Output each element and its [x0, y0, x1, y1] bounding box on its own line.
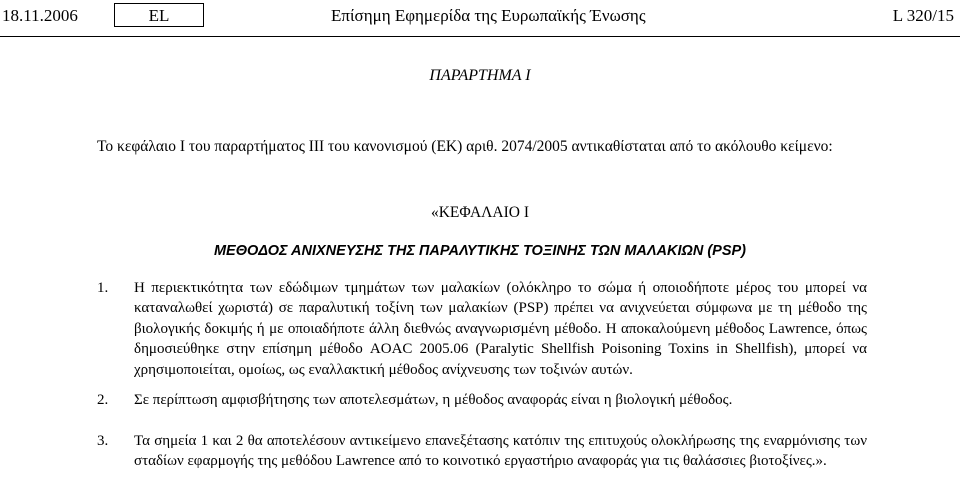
header-divider: [0, 36, 960, 37]
method-title: ΜΕΘΟΔΟΣ ΑΝΙΧΝΕΥΣΗΣ ΤΗΣ ΠΑΡΑΛΥΤΙΚΗΣ ΤΟΞΙΝΗΣ ΤΩΝ ΜΑΛΑΚΙΩΝ (PSP): [213, 243, 747, 259]
header-date: 18.11.2006: [2, 6, 78, 25]
paragraph-number: 3.: [97, 433, 109, 449]
paragraph-2: [97, 390, 867, 410]
intro-text: Το κεφάλαιο I του παραρτήματος III του κανονισμού (ΕΚ) αριθ. 2074/2005 αντικαθίσταται από το ακόλουθο κείμενο:: [97, 138, 833, 155]
paragraph-text: Τα σημεία 1 και 2 θα αποτελέσουν αντικείμενο επανεξέτασης κατόπιν της επιτυχούς ολοκλήρωσης της εναρμόνισης των σταδίων εφαρμογής της μεθόδου Lawrence από το κοινοτικό εργαστήριο αναφοράς για τις θαλάσσιες βιοτοξίνες.».: [134, 433, 867, 470]
annex-title: ΠΑΡΑΡΤΗΜΑ I: [429, 67, 531, 84]
paragraph-text: Η περιεκτικότητα των εδώδιμων τμημάτων των μαλακίων (ολόκληρο το σώμα ή οποιοδήποτε μέρος του μπορεί να καταναλωθεί χωριστά) σε παραλυτική τοξίνη των μαλακίων (PSP) πρέπει να ανιχνεύεται σύμφωνα με τη μέθοδο της βιολογικής δοκιμής ή με οποιαδήποτε άλλη διεθνώς αναγνωρισμένη μέθοδο. Η αποκαλούμενη μέθοδος Lawrence, όπως δημοσιεύθηκε στην επίσημη μέθοδο AOAC 2005.06 (Paralytic Shellfish Poisoning Toxins in Shellfish), μπορεί να χρησιμοποιείται, ομοίως, ως εναλλακτική μέθοδος ανίχνευσης των τοξινών αυτών.: [134, 280, 867, 378]
chapter-heading: «ΚΕΦΑΛΑΙΟ I: [430, 204, 530, 221]
journal-title: Επίσημη Εφημερίδα της Ευρωπαϊκής Ένωσης: [331, 6, 646, 25]
paragraph-text: Σε περίπτωση αμφισβήτησης των αποτελεσμάτων, η μέθοδος αναφοράς είναι η βιολογική μέθοδος.: [134, 392, 733, 408]
paragraph-3: [97, 431, 867, 472]
paragraph-number: 2.: [97, 392, 109, 408]
page-reference: L 320/15: [892, 6, 954, 25]
language-code-box: EL: [114, 3, 204, 27]
paragraph-number: 1.: [97, 280, 109, 296]
paragraph-1: [97, 278, 867, 380]
